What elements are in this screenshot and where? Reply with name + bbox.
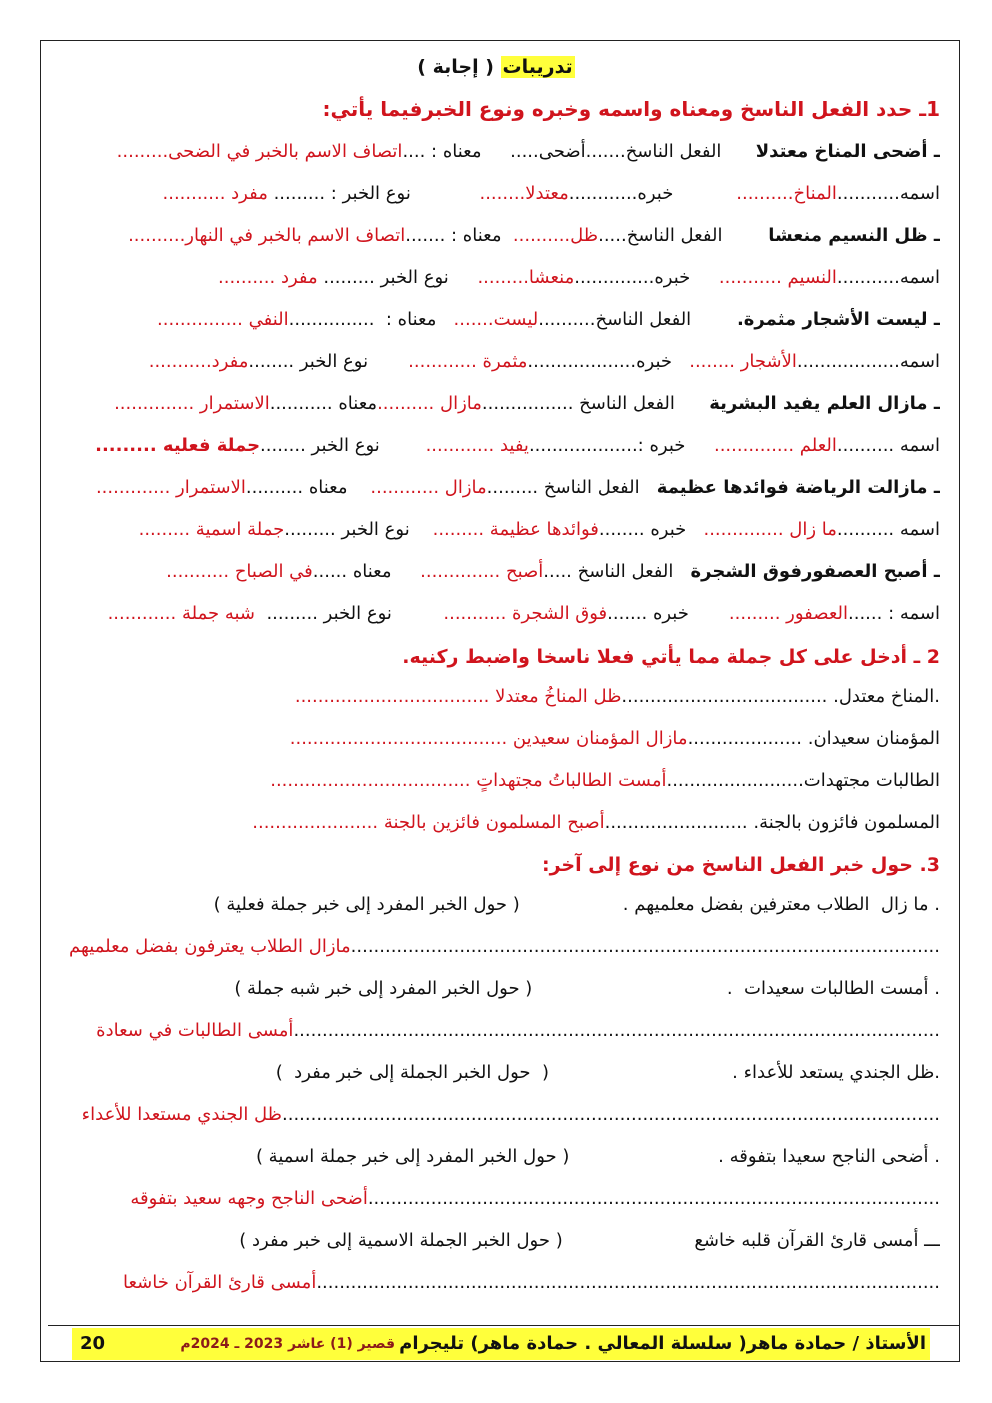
page-number: 20: [80, 1333, 106, 1354]
q3-item-4-answer: ....................................................................................................أضحى الناجح وجهه سعيد بتفوقه: [130, 1188, 940, 1209]
q2-item: المؤمنان سعيدان. ....................مازال المؤمنان سعيدين ......................................: [289, 728, 940, 749]
q1-item-1-row-1: ـ أضحى المناخ معتدلا الفعل الناسخ.......أضحى..... معناه : ....اتصاف الاسم بالخبر في الضحى.........: [116, 141, 940, 162]
q1-item-2-row-2: اسمه...........النسيم ........... خبره..............منعشا......... نوع الخبر ......... مفرد ..........: [218, 267, 940, 288]
q1-item-3-row-2: اسمه..................الأشجار ........ خبره...................مثمرة ............ نوع الخبر ........مفرد...........: [148, 351, 940, 372]
q1-item-5-row-1: ـ مازالت الرياضة فوائدها عظيمة الفعل الناسخ .........مازال ............ معناه ..........الاستمرار .............: [95, 477, 940, 498]
q3-item-5-answer: .............................................................................................................أمسى قارئ القرآن خاشعا: [122, 1272, 940, 1293]
q2-item: الطالبات مجتهدات........................أمست الطالباتُ مجتهداتٍ ...................................: [270, 770, 940, 791]
footer-year: قصير (1) عاشر 2023 ـ 2024م: [180, 1336, 395, 1352]
q1-sentence: ـ أضحى المناخ معتدلا: [755, 141, 940, 162]
q1-item-6-row-2: اسمه : ......العصفور ......... خبره .......فوق الشجرة ........... نوع الخبر ......... شبه جملة ............: [107, 603, 940, 624]
q3-item-2-prompt: . أمست الطالبات سعيدات . ( حول الخبر المفرد إلى خبر شبه جملة ): [234, 978, 940, 999]
q3-item-3-answer: ...................................................................................................................ظل الجندي مستعدا للأعداء: [81, 1104, 940, 1125]
q3-item-3-prompt: .ظل الجندي يستعد للأعداء . ( حول الخبر الجملة إلى خبر مفرد ): [275, 1062, 940, 1083]
q1-item-2-row-1: ـ ظل النسيم منعشا الفعل الناسخ.....ظل.......... معناه : .......اتصاف الاسم بالخبر في النهار..........: [128, 225, 940, 246]
q1-item-4-row-1: ـ مازال العلم يفيد البشرية الفعل الناسخ ................مازال ..........معناه ...........الاستمرار ..............: [114, 393, 940, 414]
q3-item-4-prompt: . أضحى الناجح سعيدا بتفوقه . ( حول الخبر المفرد إلى خبر جملة اسمية ): [255, 1146, 940, 1167]
q1-item-1-row-2: اسمه...........المناخ.......... خبره............معتدلا........ نوع الخبر : ......... مفرد ...........: [162, 183, 940, 204]
q3-heading: 3. حول خبر الفعل الناسخ من نوع إلى آخر:: [541, 854, 940, 876]
q2-heading: 2 ـ أدخل على كل جملة مما يأتي فعلا ناسخا واضبط ركنيه.: [402, 646, 940, 668]
page-title: تدريبات ( إجابة ): [417, 56, 573, 78]
q1-item-5-row-2: اسمه ..........ما زال .............. خبره ........فوائدها عظيمة ......... نوع الخبر .........جملة اسمية .........: [138, 519, 940, 540]
q1-heading: 1ـ حدد الفعل الناسخ ومعناه واسمه وخبره ونوع الخبرفيما يأتي:: [322, 97, 940, 121]
q1-item-4-row-2: اسمه ..........العلم .............. خبره :...................يفيد ............ نوع الخبر ........جملة فعليه .........: [95, 435, 940, 456]
q1-answer: اتصاف الاسم بالخبر في الضحى.........: [116, 141, 403, 162]
q1-item-6-row-1: ـ أصبح العصفورفوق الشجرة الفعل الناسخ .....أصبح .............. معناه ......في الصباح ...........: [166, 561, 940, 582]
q3-item-1-prompt: . ما زال الطلاب معترفين بفضل معلميهم . ( حول الخبر المفرد إلى خبر جملة فعلية ): [213, 894, 940, 915]
q2-item: .المناخ معتدل. ....................................ظل المناخُ معتدلا ..................................: [294, 686, 940, 707]
footer-bar: [72, 1328, 930, 1360]
footer-author: الأستاذ / حمادة ماهر( سلسلة المعالي . حمادة ماهر) تليجرام: [399, 1333, 926, 1354]
q3-item-1-answer: .......................................................................................................مازال الطلاب يعترفون بفضل معلميهم: [69, 936, 940, 957]
q3-item-5-prompt: ـــ أمسى قارئ القرآن قلبه خاشع ( حول الخبر الجملة الاسمية إلى خبر مفرد ): [239, 1230, 940, 1251]
q3-item-2-answer: .................................................................................................................أمسى الطالبات في سعادة: [96, 1020, 940, 1041]
q1-item-3-row-1: ـ ليست الأشجار مثمرة. الفعل الناسخ..........ليست....... معناه : ...............النفي ...............: [157, 309, 940, 330]
footer-rule: [48, 1325, 960, 1326]
q2-item: المسلمون فائزون بالجنة. .........................أصبح المسلمون فائزين بالجنة ......................: [252, 812, 940, 833]
